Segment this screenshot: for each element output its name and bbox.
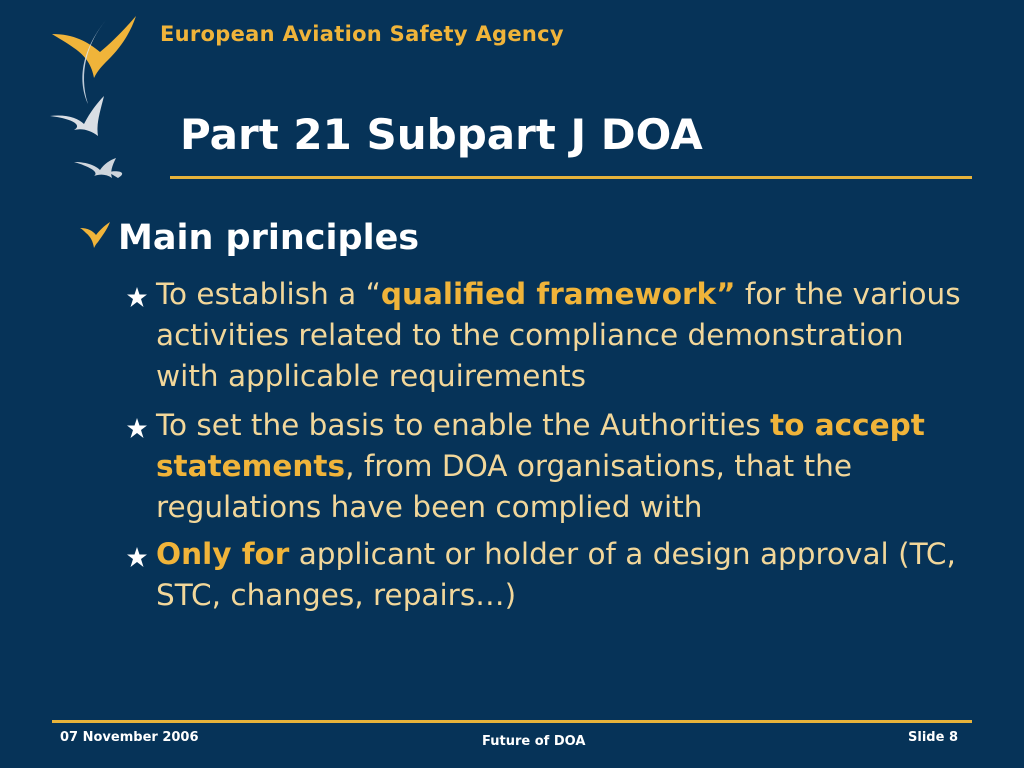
bullet-emphasis: to accept statements — [156, 408, 925, 483]
title-divider — [170, 176, 972, 179]
bullet-emphasis: qualified framework” — [380, 277, 736, 311]
swallow-bird-icon — [80, 222, 110, 248]
bullet-item — [156, 534, 966, 616]
bullet-item — [156, 274, 966, 397]
bullet-text: To set the basis to enable the Authorities — [156, 408, 771, 442]
bullet-emphasis: Only for — [156, 537, 290, 571]
slide-title: Part 21 Subpart J DOA — [180, 110, 703, 159]
main-heading: Main principles — [118, 218, 420, 258]
footer-date: 07 November 2006 — [60, 730, 199, 745]
bullet-text: , from DOA organisations, that the regulations have been complied with — [156, 449, 852, 524]
bullet-text: for the various activities related to the compliance demonstration with applicable requirements — [156, 277, 961, 393]
star-icon — [126, 546, 148, 568]
bullet-item — [156, 405, 966, 528]
footer-divider — [52, 720, 972, 723]
organization-name: European Aviation Safety Agency — [160, 22, 564, 46]
star-icon — [126, 417, 148, 439]
bullet-text: applicant or holder of a design approval (TC, STC, changes, repairs…) — [156, 537, 956, 612]
slide-number: Slide 8 — [908, 730, 958, 745]
footer-title: Future of DOA — [482, 734, 586, 749]
bullet-text: To establish a “ — [156, 277, 381, 311]
easa-logo-icon — [44, 12, 144, 184]
star-icon — [126, 286, 148, 308]
